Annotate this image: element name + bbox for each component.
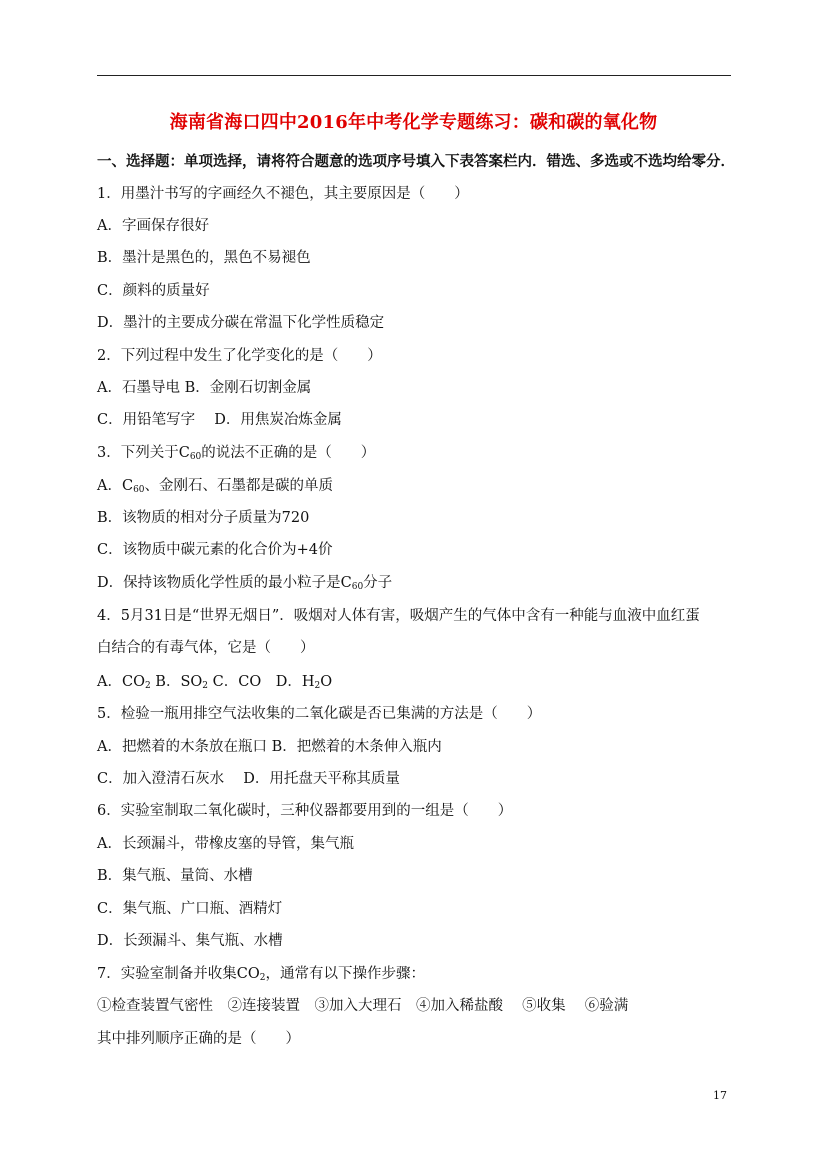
option-1d: D．墨汁的主要成分碳在常温下化学性质稳定	[97, 315, 385, 331]
question-4-line2: 白结合的有毒气体，它是（ ）	[97, 640, 315, 656]
option-4-all: A．$CO_2$ B．$SO_2$ C．CO D．$H_2O$	[97, 674, 333, 691]
header-rule	[97, 75, 731, 76]
option-3c: C．该物质中碳元素的化合价为+4价	[97, 542, 333, 558]
option-3d: D．保持该物质化学性质的最小粒子是$C_{60}$分子	[97, 575, 393, 592]
question-5: 5．检验一瓶用排空气法收集的二氧化碳是否已集满的方法是（ ）	[97, 706, 542, 722]
question-7: 7．实验室制备并收集$CO_2$，通常有以下操作步骤：	[97, 966, 425, 983]
option-2cd: C．用铅笔写字 D．用焦炭冶炼金属	[97, 412, 342, 428]
option-3b: B．该物质的相对分子质量为720	[97, 510, 310, 526]
question-4-line1: 4．5月31日是“世界无烟日”．吸烟对人体有害，吸烟产生的气体中含有一种能与血液中血红蛋	[97, 608, 700, 624]
question-6: 6．实验室制取二氧化碳时，三种仪器都要用到的一组是（ ）	[97, 803, 513, 819]
option-1c: C．颜料的质量好	[97, 283, 210, 299]
section-heading: 一、选择题：单项选择，请将符合题意的选项序号填入下表答案栏内．错选、多选或不选均给零分．	[97, 153, 735, 170]
option-5ab: A．把燃着的木条放在瓶口 B．把燃着的木条伸入瓶内	[97, 739, 442, 755]
document-title: 海南省海口四中2016年中考化学专题练习：碳和碳的氧化物	[169, 112, 658, 133]
option-5cd: C．加入澄清石灰水 D．用托盘天平称其质量	[97, 771, 400, 787]
question-7-steps: ①检查装置气密性 ②连接装置 ③加入大理石 ④加入稀盐酸 ⑤收集 ⑥验满	[97, 998, 629, 1014]
option-6c: C．集气瓶、广口瓶、酒精灯	[97, 901, 283, 917]
option-6a: A．长颈漏斗，带橡皮塞的导管，集气瓶	[97, 836, 354, 852]
option-3a: A．$C_{60}$、金刚石、石墨都是碳的单质	[97, 478, 334, 495]
option-6b: B．集气瓶、量筒、水槽	[97, 868, 253, 884]
option-6d: D．长颈漏斗、集气瓶、水槽	[97, 933, 283, 949]
question-1: 1．用墨汁书写的字画经久不褪色，其主要原因是（ ）	[97, 186, 469, 202]
option-2ab: A．石墨导电 B．金刚石切割金属	[97, 380, 312, 396]
question-2: 2．下列过程中发生了化学变化的是（ ）	[97, 348, 382, 364]
question-3: 3．下列关于$C_{60}$的说法不正确的是（ ）	[97, 445, 376, 462]
option-1a: A．字画保存很好	[97, 218, 209, 234]
page-number: 17	[713, 1089, 727, 1102]
option-1b: B．墨汁是黑色的，黑色不易褪色	[97, 250, 311, 266]
question-7-prompt: 其中排列顺序正确的是（ ）	[97, 1031, 300, 1047]
